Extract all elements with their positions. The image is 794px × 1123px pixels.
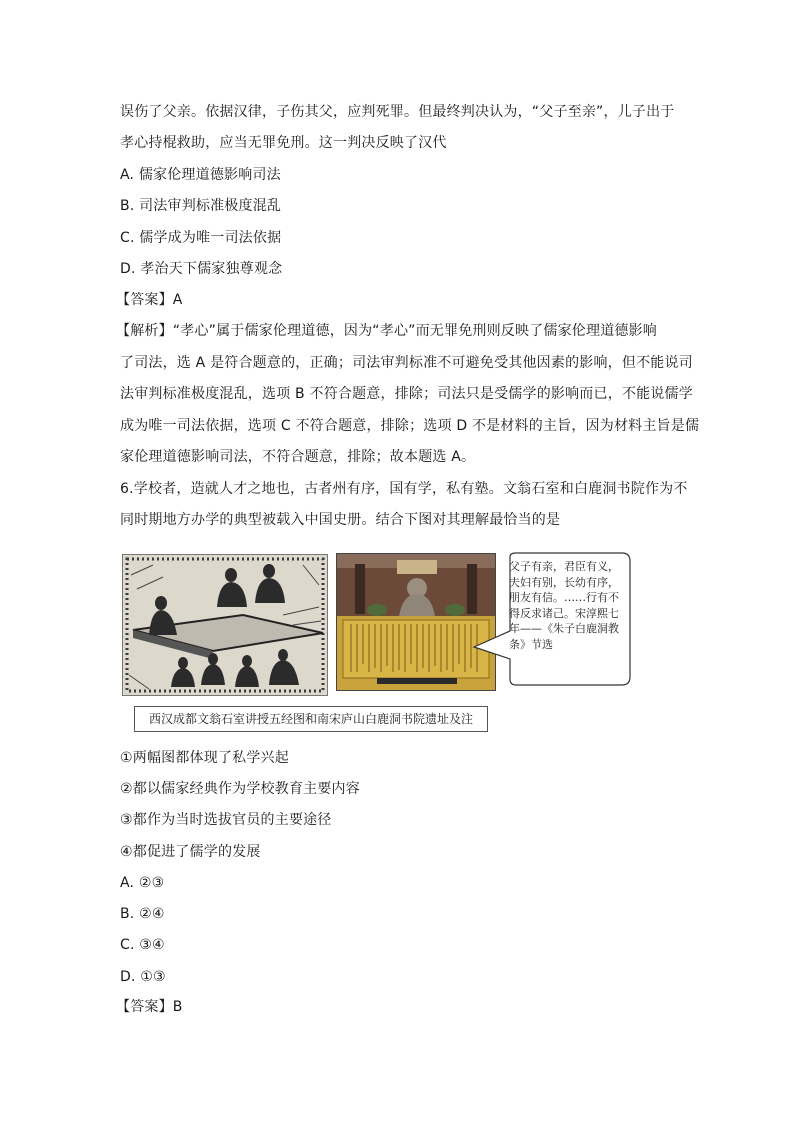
q5-option-a: A. 儒家伦理道德影响司法 (120, 167, 281, 183)
q5-analysis-line-5: 家伦理道德影响司法，不符合题意，排除；故本题选 A。 (120, 449, 476, 465)
q6-option-c: C. ③④ (120, 937, 165, 953)
q6-statement-4: ④都促进了儒学的发展 (120, 844, 261, 860)
q6-option-d: D. ①③ (120, 969, 166, 985)
q5-stem-line-2: 孝心持棍救助，应当无罪免刑。这一判决反映了汉代 (120, 135, 447, 151)
q5-option-c: C. 儒学成为唯一司法依据 (120, 230, 282, 246)
figure-caption: 西汉成都文翁石室讲授五经图和南宋庐山白鹿洞书院遗址及注 (134, 706, 488, 732)
q6-statement-3: ③都作为当时选拔官员的主要途径 (120, 812, 332, 828)
q6-answer: 【答案】B (116, 999, 183, 1015)
q5-option-d: D. 孝治天下儒家独尊观念 (120, 261, 283, 277)
q6-option-b: B. ②④ (120, 906, 165, 922)
q6-statement-1: ①两幅图都体现了私学兴起 (120, 750, 289, 766)
q5-analysis-line-4: 成为唯一司法依据，选项 C 不符合题意，排除；选项 D 不是材料的主旨，因为材料主旨是儒 (120, 418, 700, 434)
q5-analysis-line-2: 了司法，选 A 是符合题意的，正确；司法审判标准不可避免受其他因素的影响，但不能说司 (120, 355, 693, 371)
bubble-quote-text: 父子有亲，君臣有义，夫妇有别，长幼有序，朋友有信。……行有不得反求诸己。宋淳熙七年——《朱子白鹿洞教条》节选 (509, 560, 619, 651)
q5-stem-line-1: 误伤了父亲。依据汉律，子伤其父，应判死罪。但最终判决认为，“父子至亲”，儿子出于 (120, 104, 675, 120)
q6-stem-line-2: 同时期地方办学的典型被载入中国史册。结合下图对其理解最恰当的是 (120, 512, 561, 528)
wenweng-lecture-woodcut-image (122, 554, 328, 696)
q6-statement-2: ②都以儒家经典作为学校教育主要内容 (120, 781, 360, 797)
q6-stem-line-1: 6.学校者，造就人才之地也，古者州有序，国有学，私有塾。文翁石室和白鹿洞书院作为不 (120, 481, 688, 497)
q6-figure (122, 551, 634, 731)
q5-analysis-line-1: 【解析】“孝心”属于儒家伦理道德，因为“孝心”而无罪免刑则反映了儒家伦理道德影响 (116, 323, 658, 339)
q5-option-b: B. 司法审判标准极度混乱 (120, 198, 282, 214)
q5-answer: 【答案】A (116, 292, 183, 308)
q6-option-a: A. ②③ (120, 875, 165, 891)
q5-analysis-line-3: 法审判标准极度混乱，选项 B 不符合题意，排除；司法只是受儒学的影响而已，不能说儒学 (120, 386, 693, 402)
